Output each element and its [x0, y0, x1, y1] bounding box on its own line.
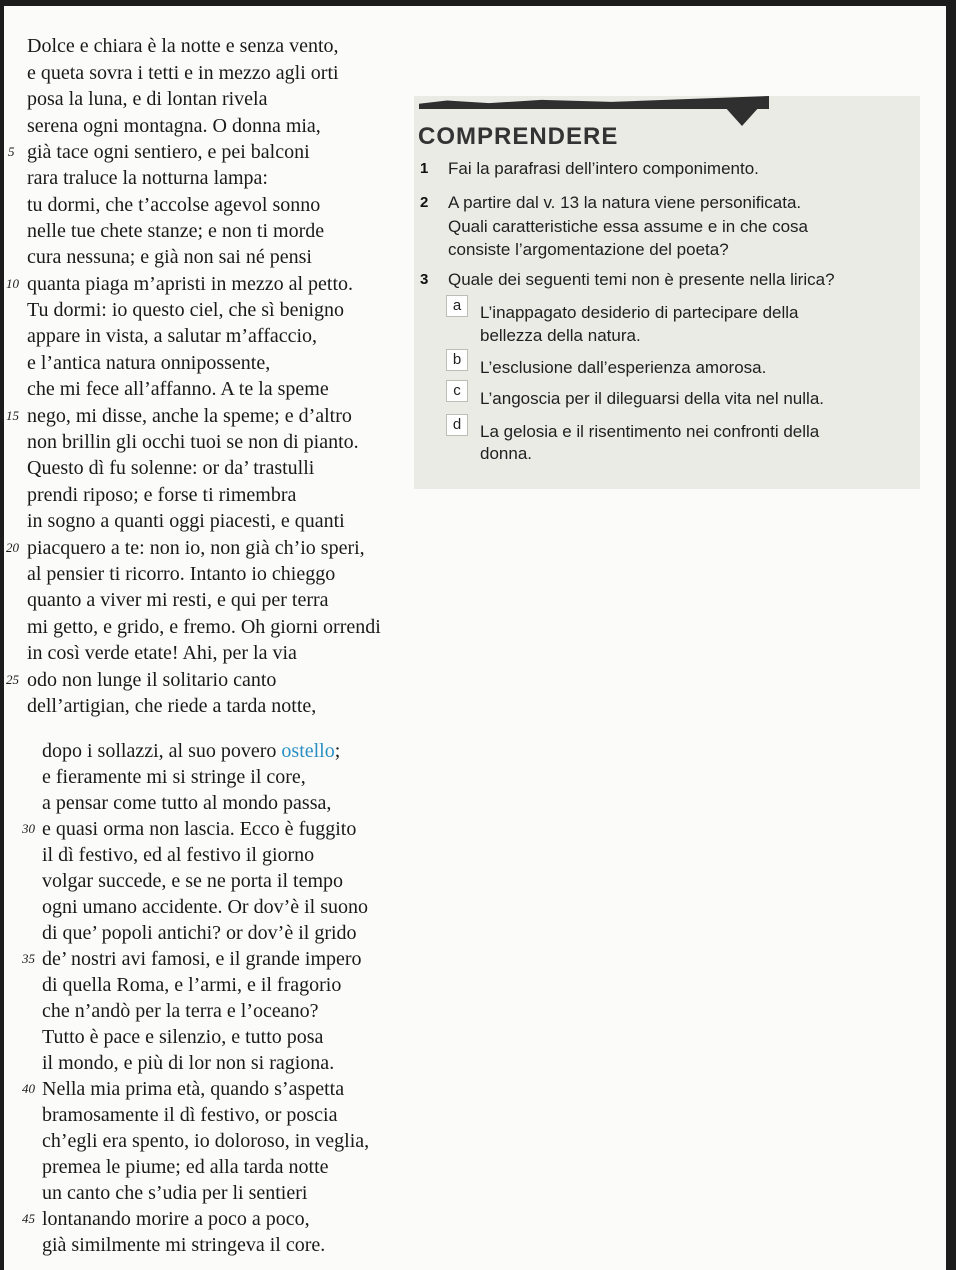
poem-line: in così verde etate! Ahi, per la via [27, 642, 297, 664]
line-number: 15 [6, 408, 19, 423]
line-number: 25 [6, 672, 19, 687]
poem-line: al pensier ti ricorro. Intanto io chieggo [27, 563, 336, 585]
question-1-number: 1 [420, 160, 429, 177]
poem-line: bramosamente il dì festivo, or poscia [42, 1104, 338, 1126]
poem-line: Tutto è pace e silenzio, e tutto posa [42, 1026, 324, 1048]
poem-line: in sogno a quanti oggi piacesti, e quanti [27, 510, 345, 532]
poem-line: e l’antica natura onnipossente, [27, 352, 271, 374]
poem-line: tu dormi, che t’accolse agevol sonno [27, 194, 321, 216]
option-b-text: L’esclusione dall’esperienza amorosa. [480, 358, 767, 377]
poem-line: quanto a viver mi resti, e qui per terra [27, 589, 329, 611]
line-number: 45 [22, 1211, 35, 1226]
question-2-text-line1: A partire dal v. 13 la natura viene personificata. [448, 193, 802, 212]
line-number: 5 [8, 144, 15, 159]
textbook-page [4, 6, 946, 1270]
option-a-text-line2: bellezza della natura. [480, 326, 641, 345]
poem-line: a pensar come tutto al mondo passa, [42, 792, 332, 814]
option-c-letter: c [446, 380, 468, 402]
poem-line: e fieramente mi si stringe il core, [42, 766, 306, 788]
line-number: 10 [6, 276, 19, 291]
poem-line-suffix: ; [334, 740, 341, 762]
question-2-text-line2: Quali caratteristiche essa assume e in che cosa [448, 217, 809, 236]
poem-line: un canto che s’udia per li sentieri [42, 1182, 308, 1204]
line-number: 30 [22, 821, 35, 836]
line-number: 20 [6, 540, 19, 555]
poem-line-text: dopo i sollazzi, al suo povero [42, 740, 282, 762]
poem-line: piacquero a te: non io, non già ch’io speri, [27, 537, 365, 559]
glossary-word[interactable]: ostello [281, 740, 335, 762]
poem-line: già tace ogni sentiero, e pei balconi [27, 141, 310, 163]
poem-line: il dì festivo, ed al festivo il giorno [42, 844, 315, 866]
poem-line: mi getto, e grido, e fremo. Oh giorni orrendi [27, 616, 381, 638]
poem-line: de’ nostri avi famosi, e il grande impero [42, 948, 362, 970]
poem-line: rara traluce la notturna lampa: [27, 167, 268, 189]
poem-line: Nella mia prima età, quando s’aspetta [42, 1078, 345, 1100]
question-1-text: Fai la parafrasi dell’intero componimento. [448, 159, 759, 178]
question-2-number: 2 [420, 194, 429, 211]
option-d-letter: d [446, 414, 468, 436]
poem-line: Dolce e chiara è la notte e senza vento, [27, 35, 339, 57]
poem-line: lontanando morire a poco a poco, [42, 1208, 310, 1230]
poem-line: premea le piume; ed alla tarda notte [42, 1156, 329, 1178]
poem-line: serena ogni montagna. O donna mia, [27, 115, 321, 137]
poem-line: non brillin gli occhi tuoi se non di pianto. [27, 431, 359, 453]
option-d-text-line1: La gelosia e il risentimento nei confronti della [480, 422, 820, 441]
poem-line: già similmente mi stringeva il core. [42, 1234, 326, 1256]
option-a-text-line1: L’inappagato desiderio di partecipare della [480, 303, 799, 322]
poem-line: odo non lunge il solitario canto [27, 669, 277, 691]
line-number: 35 [22, 951, 35, 966]
poem-line: volgar succede, e se ne porta il tempo [42, 870, 343, 892]
option-a-letter: a [446, 295, 468, 317]
poem-line: appare in vista, a salutar m’affaccio, [27, 325, 318, 347]
poem-line: il mondo, e più di lor non si ragiona. [42, 1052, 335, 1074]
poem-line: e quasi orma non lascia. Ecco è fuggito [42, 818, 357, 840]
poem-line: quanta piaga m’apristi in mezzo al petto. [27, 273, 353, 295]
question-3-number: 3 [420, 271, 429, 288]
exercise-title: COMPRENDERE [418, 123, 619, 150]
poem-line: nego, mi disse, anche la speme; e d’altro [27, 405, 352, 427]
option-d-text-line2: donna. [480, 444, 532, 463]
poem-line: ch’egli era spento, io doloroso, in veglia, [42, 1130, 370, 1152]
poem-line: e queta sovra i tetti e in mezzo agli orti [27, 62, 339, 84]
option-b-letter: b [446, 349, 468, 371]
poem-line: Tu dormi: io questo ciel, che sì benigno [27, 299, 345, 321]
poem-line: di que’ popoli antichi? or dov’è il grido [42, 922, 357, 944]
poem-line: nelle tue chete stanze; e non ti morde [27, 220, 325, 242]
line-number: 40 [22, 1081, 35, 1096]
poem-line: Questo dì fu solenne: or da’ trastulli [27, 457, 315, 479]
poem-line: prendi riposo; e forse ti rimembra [27, 484, 297, 506]
poem-line: di quella Roma, e l’armi, e il fragorio [42, 974, 342, 996]
poem-line: posa la luna, e di lontan rivela [27, 88, 268, 110]
poem-line: cura nessuna; e già non sai né pensi [27, 246, 312, 268]
poem-line: che mi fece all’affanno. A te la speme [27, 378, 329, 400]
box-header-notch [724, 106, 760, 126]
question-3-text: Quale dei seguenti temi non è presente nella lirica? [448, 270, 835, 289]
question-2-text-line3: consiste l’argomentazione del poeta? [448, 240, 729, 259]
option-c-text: L’angoscia per il dileguarsi della vita nel nulla. [480, 389, 824, 408]
poem-line: ogni umano accidente. Or dov’è il suono [42, 896, 369, 918]
poem-line-with-gloss [42, 739, 340, 763]
poem-line: che n’andò per la terra e l’oceano? [42, 1000, 319, 1022]
poem-line: dell’artigian, che riede a tarda notte, [27, 695, 317, 717]
